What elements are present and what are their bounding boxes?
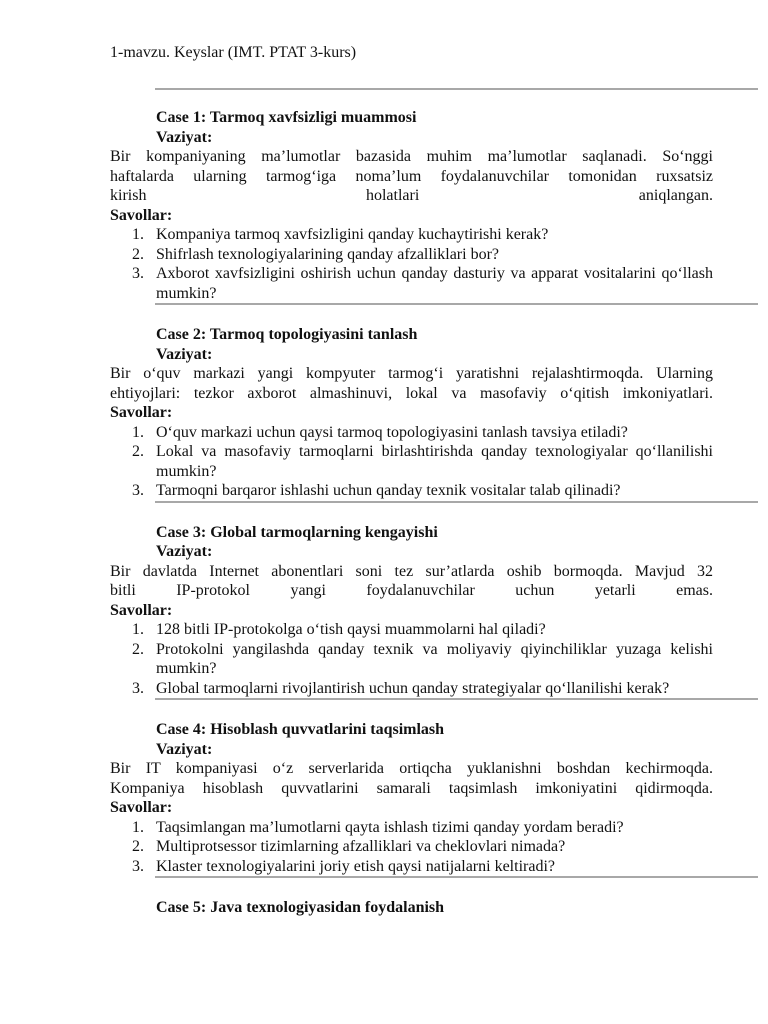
situation-label: Vaziyat: (156, 740, 213, 758)
question-number: 1. (132, 226, 144, 243)
question-item (132, 857, 713, 877)
question-text: Protokolni yangilashda qanday texnik va moliyaviy qiyinchiliklar yuzaga kelishi mumkin? (156, 640, 713, 677)
question-item (132, 225, 713, 245)
case-4 (110, 720, 713, 878)
question-text: Kompaniya tarmoq xavfsizligini qanday kuchaytirishi kerak? (156, 226, 549, 243)
questions-label: Savollar: (110, 601, 173, 619)
question-number: 3. (132, 482, 144, 499)
case-3 (110, 523, 713, 701)
question-text: Klaster texnologiyalarini joriy etish qaysi natijalarni keltiradi? (156, 857, 555, 875)
case-1 (110, 108, 713, 305)
situation-line: Bir o‘quv markazi yangi kompyuter tarmog‘i yaratishni rejalashtirmoqda. Ularning (110, 365, 713, 382)
question-text: Tarmoqni barqaror ishlashi uchun qanday texnik vositalar talab qilinadi? (156, 482, 621, 499)
situation-line: Bir kompaniyaning ma’lumotlar bazasida muhim ma’lumotlar saqlanadi. So‘nggi (110, 148, 713, 165)
situation-label: Vaziyat: (156, 543, 213, 560)
questions-list (110, 225, 713, 303)
situation-label: Vaziyat: (156, 345, 213, 363)
question-text: Axborot xavfsizligini oshirish uchun qanday dasturiy va apparat vositalarini qo‘llash mumkin? (156, 265, 713, 302)
case-divider (155, 303, 758, 305)
case-2 (110, 325, 713, 503)
question-text: Taqsimlangan ma’lumotlarni qayta ishlash tizimi qanday yordam beradi? (156, 818, 624, 836)
question-text: Multiprotsessor tizimlarning afzalliklari va cheklovlari nimada? (156, 838, 566, 855)
question-text: Lokal va masofaviy tarmoqlarni birlashtirishda qanday texnologiyalar qo‘llanilishi mumkin? (156, 443, 713, 480)
case-5 (110, 898, 713, 918)
question-item (132, 245, 713, 265)
question-text: O‘quv markazi uchun qaysi tarmoq topologiyasini tanlash tavsiya etiladi? (156, 423, 628, 441)
case-divider (155, 876, 758, 878)
situation-line: Bir IT kompaniyasi o‘z serverlarida ortiqcha yuklanishni boshdan kechirmoqda. (110, 760, 713, 777)
situation-line: ehtiyojlari: tezkor axborot almashinuvi, lokal va masofaviy o‘qitish imkoniyatlari. (110, 384, 713, 402)
questions-label: Savollar: (110, 799, 173, 816)
questions-list (110, 818, 713, 877)
question-number: 2. (132, 640, 144, 658)
case-title: Case 5: Java texnologiyasidan foydalanish (156, 899, 445, 916)
questions-list (110, 620, 713, 698)
questions-list (110, 423, 713, 501)
case-title: Case 1: Tarmoq xavfsizligi muammosi (156, 109, 417, 126)
situation-line: Kompaniya hisoblash quvvatlarini samarali taqsimlash imkoniyatini qidirmoqda. (110, 779, 713, 797)
question-item (132, 423, 713, 443)
situation-line: kirish holatlari aniqlangan. (110, 187, 713, 204)
case-divider (155, 698, 758, 700)
question-number: 1. (132, 818, 144, 836)
situation-label: Vaziyat: (156, 128, 213, 146)
case-divider (155, 501, 758, 503)
question-item (132, 679, 713, 699)
question-item (132, 818, 713, 838)
question-number: 2. (132, 245, 144, 263)
question-item (132, 640, 713, 679)
question-item (132, 620, 713, 640)
case-title: Case 4: Hisoblash quvvatlarini taqsimlash (156, 721, 445, 738)
question-number: 3. (132, 265, 144, 282)
situation-line: bitli IP-protokol yangi foydalanuvchilar uchun yetarli emas. (110, 582, 713, 599)
case-title: Case 2: Tarmoq topologiyasini tanlash (156, 326, 418, 343)
question-text: 128 bitli IP-protokolga o‘tish qaysi muammolarni hal qiladi? (156, 621, 546, 638)
question-item (132, 442, 713, 481)
situation-line: Bir davlatda Internet abonentlari soni tez sur’atlarda oshib bormoqda. Mavjud 32 (110, 562, 713, 580)
situation-line: haftalarda ularning tarmog‘iga noma’lum foydalanuvchilar tomonidan ruxsatsiz (110, 167, 713, 185)
questions-label: Savollar: (110, 206, 173, 224)
case-title: Case 3: Global tarmoqlarning kengayishi (156, 523, 438, 541)
page-header: 1-mavzu. Keyslar (IMT. PTAT 3-kurs) (110, 44, 357, 61)
question-item (132, 837, 713, 857)
question-text: Global tarmoqlarni rivojlantirish uchun qanday strategiyalar qo‘llanilishi kerak? (156, 679, 670, 697)
question-item (132, 481, 713, 501)
question-number: 1. (132, 423, 144, 441)
question-item (132, 264, 713, 303)
question-number: 1. (132, 621, 144, 638)
questions-label: Savollar: (110, 404, 173, 421)
document-body (110, 88, 713, 918)
question-number: 2. (132, 838, 144, 855)
question-number: 3. (132, 679, 144, 697)
question-number: 2. (132, 443, 144, 460)
question-number: 3. (132, 857, 144, 875)
question-text: Shifrlash texnologiyalarining qanday afzalliklari bor? (156, 245, 499, 263)
